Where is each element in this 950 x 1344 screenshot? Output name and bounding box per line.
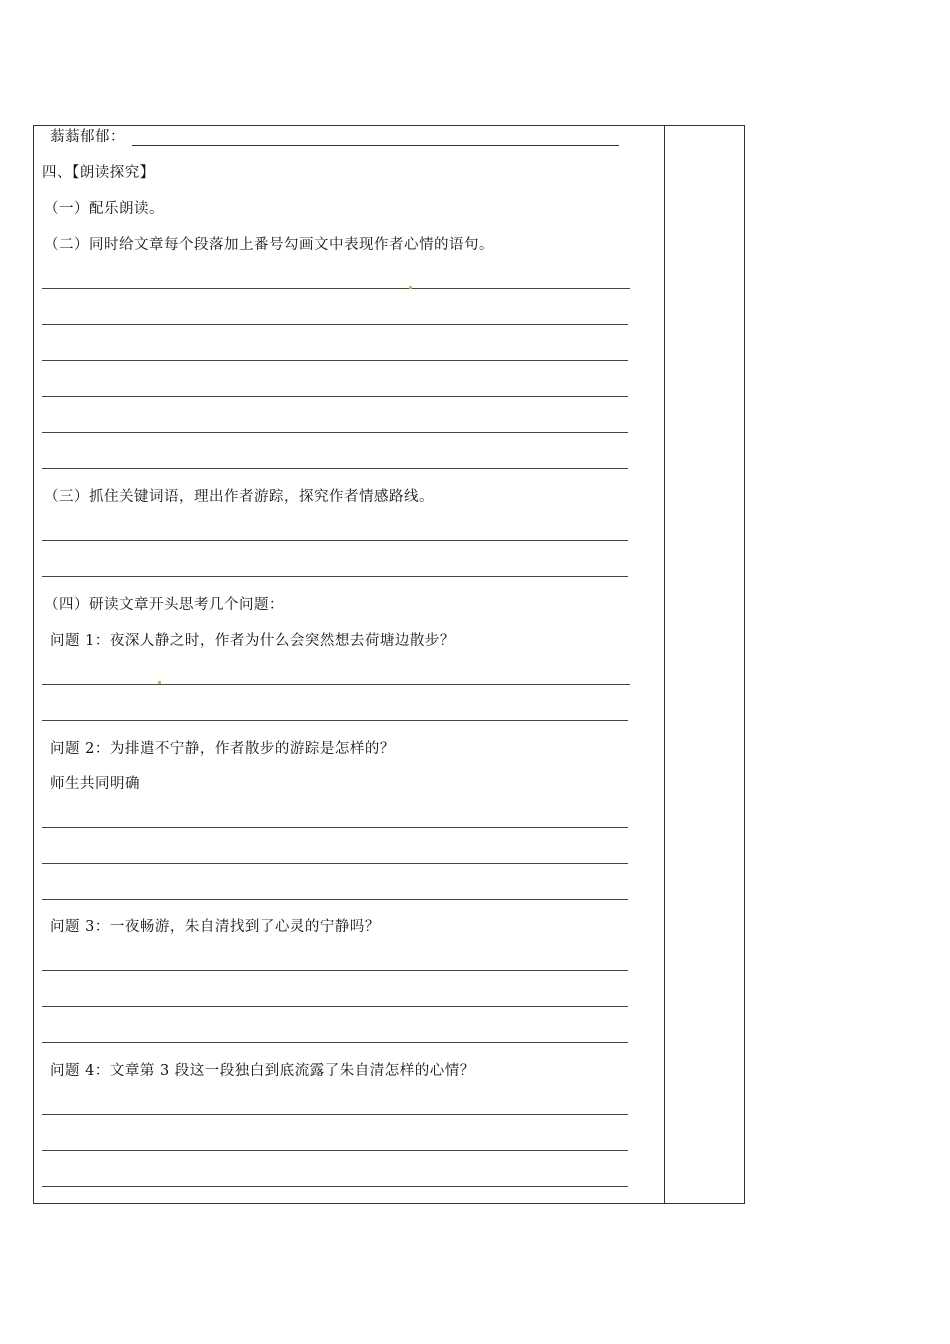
- answer-line[interactable]: [42, 970, 628, 971]
- answer-line[interactable]: [42, 684, 630, 685]
- ink-speck: [409, 286, 412, 289]
- answer-line[interactable]: [42, 1042, 628, 1043]
- question-1: 问题 1：夜深人静之时，作者为什么会突然想去荷塘边散步？: [50, 633, 455, 649]
- step-4-text: （四）研读文章开头思考几个问题：: [44, 597, 284, 613]
- answer-line[interactable]: [42, 288, 630, 289]
- answer-line[interactable]: [42, 468, 628, 469]
- answer-line[interactable]: [42, 324, 628, 325]
- answer-line[interactable]: [42, 360, 628, 361]
- step-2-text: （二）同时给文章每个段落加上番号勾画文中表现作者心情的语句。: [44, 237, 494, 253]
- vocab-answer-blank[interactable]: [132, 145, 619, 146]
- answer-line[interactable]: [42, 827, 628, 828]
- answer-line[interactable]: [42, 396, 628, 397]
- ink-speck: [158, 681, 161, 684]
- answer-line[interactable]: [42, 1006, 628, 1007]
- answer-line[interactable]: [42, 863, 628, 864]
- question-2: 问题 2：为排遣不宁静，作者散步的游踪是怎样的？: [50, 741, 395, 757]
- vocab-label-wengweng: 蓊蓊郁郁：: [50, 129, 125, 145]
- step-3-text: （三）抓住关键词语，理出作者游踪，探究作者情感路线。: [44, 489, 434, 505]
- teacher-note: 师生共同明确: [50, 776, 140, 792]
- answer-line[interactable]: [42, 899, 628, 900]
- answer-line[interactable]: [42, 432, 628, 433]
- answer-line[interactable]: [42, 540, 628, 541]
- step-1-text: （一）配乐朗读。: [44, 201, 164, 217]
- answer-line[interactable]: [42, 1114, 628, 1115]
- question-4: 问题 4：文章第 3 段这一段独白到底流露了朱自清怎样的心情？: [50, 1063, 475, 1079]
- section-title: 四、【朗读探究】: [42, 165, 155, 181]
- table-column-divider: [664, 125, 665, 1204]
- question-3: 问题 3：一夜畅游，朱自清找到了心灵的宁静吗？: [50, 919, 380, 935]
- answer-line[interactable]: [42, 1186, 628, 1187]
- answer-line[interactable]: [42, 1150, 628, 1151]
- answer-line[interactable]: [42, 720, 628, 721]
- answer-line[interactable]: [42, 576, 628, 577]
